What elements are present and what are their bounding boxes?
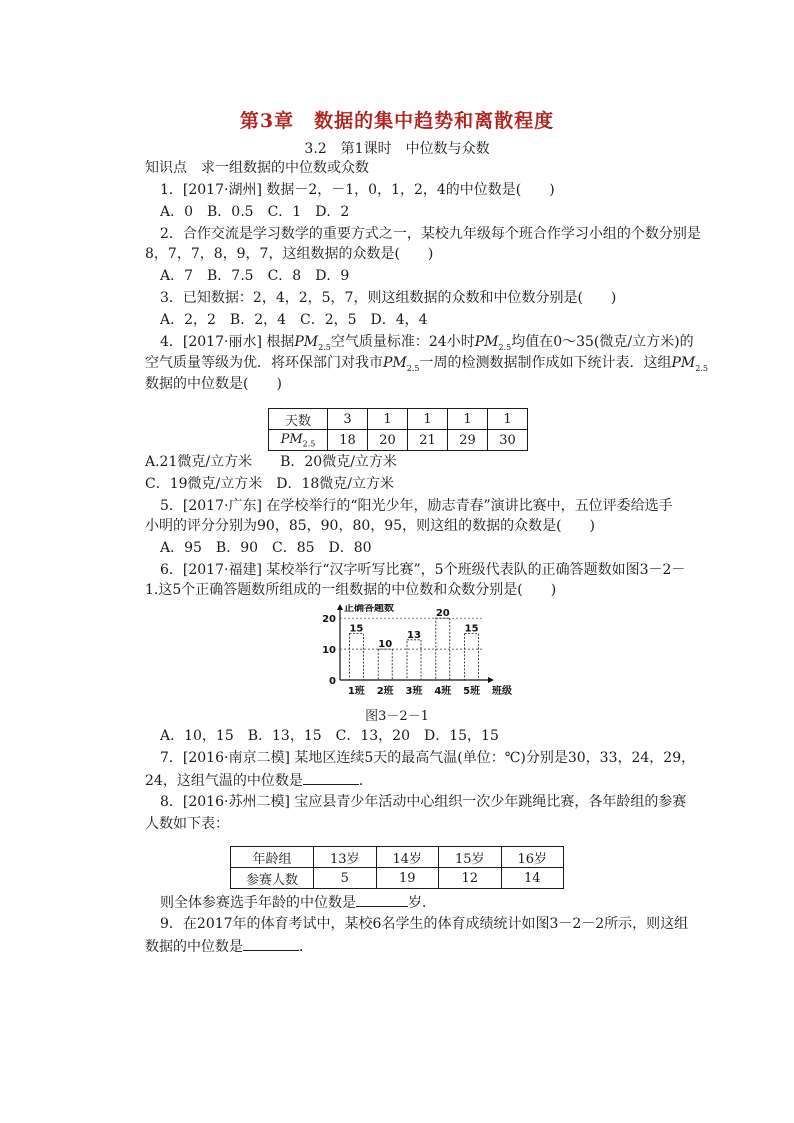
q1-options: A．0 B．0.5 C．1 D．2	[160, 204, 350, 220]
q6-options: A．10，15 B．13，15 C．13，20 D．15，15	[160, 728, 499, 744]
figure-caption: 图3－2－1	[365, 709, 429, 724]
table-cell: 18	[328, 430, 368, 451]
answer-blank	[243, 936, 299, 951]
q4-text-2b: 一周的检测数据制作成如下统计表．这组	[419, 355, 672, 371]
table-cell: 20	[368, 430, 408, 451]
table-header-count: 参赛人数	[231, 868, 314, 889]
pm25-table	[268, 408, 528, 451]
table-row	[231, 847, 564, 868]
bar-value-label: 15	[349, 623, 364, 635]
answer-blank	[303, 770, 359, 785]
x-axis-arrow	[488, 677, 494, 683]
q5-options: A．95 B．90 C．85 D．80	[160, 540, 372, 556]
q7-stem-line2: 24，这组气温的中位数是 ．	[145, 770, 373, 791]
x-tick-label: 5班	[463, 686, 481, 697]
q3-options: A．2，2 B．2，4 C．2，5 D．4，4	[160, 312, 428, 328]
q8-stem-line2: 人数如下表：	[145, 816, 229, 832]
x-tick-label: 1班	[347, 686, 365, 697]
q8-stem-line1: 8．[2016·苏州二模] 宝应县青少年活动中心组织一次少年跳绳比赛，各年龄组的参赛	[160, 794, 687, 810]
pm25-term: $PM_{2.5}$	[294, 334, 331, 352]
x-axis-label: 班级	[492, 686, 512, 697]
x-tick-label: 4班	[434, 686, 452, 697]
q1-stem: 1．[2017·湖州] 数据－2，－1，0，1，2，4的中位数是( )	[160, 182, 555, 198]
age-group-table	[230, 846, 564, 889]
q2-options: A．7 B．7.5 C．8 D．9	[160, 268, 350, 284]
bar	[378, 649, 392, 680]
bar-value-label: 10	[378, 639, 393, 651]
q9-stem-line1: 9．在2017年的体育考试中，某校6名学生的体育成绩统计如图3－2－2所示，则这组	[160, 916, 689, 932]
table-cell: 21	[408, 430, 448, 451]
y-tick-label: 20	[322, 614, 336, 626]
q5-stem-line2: 小明的评分分别为90，85，90，80，95，则这组的数据的众数是( )	[145, 518, 595, 534]
table-cell: 1	[448, 409, 488, 430]
q4-stem-line3: 数据的中位数是( )	[145, 376, 282, 392]
table-row	[269, 409, 528, 430]
table-cell: 5	[314, 868, 377, 889]
answer-blank	[356, 892, 408, 907]
x-tick-label: 3班	[405, 686, 423, 697]
table-header-days: 天数	[269, 409, 328, 430]
table-cell: 1	[368, 409, 408, 430]
table-header-age: 年龄组	[231, 847, 314, 868]
lesson-subtitle: 3.2 第1课时 中位数与众数	[304, 141, 490, 157]
q4-text-1c: 均值在0～35(微克/立方米)的	[511, 334, 694, 350]
q4-options-line1: A.21微克/立方米 B．20微克/立方米	[145, 454, 397, 470]
table-cell: 15岁	[439, 847, 502, 868]
y-tick-label: 10	[322, 645, 336, 657]
table-cell: 12	[439, 868, 502, 889]
table-cell: 3	[328, 409, 368, 430]
q4-text-1a: 4．[2017·丽水] 根据	[160, 334, 295, 350]
table-header-pm25: $PM_{2.5}$	[269, 430, 328, 451]
q4-text-1b: 空气质量标准：24小时	[330, 334, 475, 350]
pm25-term: $PM_{2.5}$	[474, 334, 512, 352]
section-heading: 知识点 求一组数据的中位数或众数	[145, 160, 369, 176]
table-cell: 30	[488, 430, 528, 451]
chapter-title: 第3章 数据的集中趋势和离散程度	[239, 110, 555, 132]
table-cell: 1	[408, 409, 448, 430]
q6-stem-line2: 1.这5个正确答题数所组成的一组数据的中位数和众数分别是( )	[145, 582, 557, 598]
q2-stem-line1: 2．合作交流是学习数学的重要方式之一，某校九年级每个班合作学习小组的个数分别是	[160, 226, 701, 242]
pm25-term: $PM_{2.5}$	[671, 355, 708, 373]
q7-stem-line1: 7．[2016·南京二模] 某地区连续5天的最高气温(单位：℃)分别是30，33，24，29，	[160, 750, 696, 766]
bar	[407, 640, 421, 680]
q4-options-line2: C．19微克/立方米 D．18微克/立方米	[145, 476, 394, 492]
q4-text-2a: 空气质量等级为优．将环保部门对我市	[145, 355, 383, 371]
table-row	[231, 868, 564, 889]
q3-stem: 3．已知数据：2，4，2，5，7，则这组数据的众数和中位数分别是( )	[160, 290, 617, 306]
q6-stem-line1: 6．[2017·福建] 某校举行“汉字听写比赛”，5个班级代表队的正确答题数如图3－2－	[160, 562, 686, 578]
q2-stem-line2: 8，7，7，8，9，7，这组数据的众数是( )	[145, 246, 434, 262]
table-row	[269, 430, 528, 451]
q9-stem-line2: 数据的中位数是 ．	[145, 936, 313, 957]
table-cell: 16岁	[501, 847, 564, 868]
bar-value-label: 13	[407, 629, 421, 641]
x-tick-label: 2班	[376, 686, 394, 697]
bar-value-label: 15	[464, 623, 479, 635]
y-axis-label: 正确答题数	[344, 604, 394, 614]
table-cell: 19	[376, 868, 439, 889]
bar-value-label: 20	[435, 608, 450, 620]
table-cell: 14	[501, 868, 564, 889]
bar-chart-figure	[312, 604, 512, 700]
table-cell: 1	[488, 409, 528, 430]
table-cell: 29	[448, 430, 488, 451]
table-cell: 13岁	[314, 847, 377, 868]
y-tick-label: 0	[329, 676, 336, 687]
bar	[465, 634, 479, 680]
table-cell: 14岁	[376, 847, 439, 868]
q5-stem-line1: 5．[2017·广东] 在学校举行的“阳光少年，励志青春”演讲比赛中，五位评委给选手	[160, 498, 673, 514]
y-axis-arrow	[337, 604, 343, 610]
q8-after-table: 则全体参赛选手年龄的中位数是 岁．	[160, 892, 436, 913]
pm25-term: $PM_{2.5}$	[383, 355, 420, 373]
bar	[349, 634, 363, 680]
